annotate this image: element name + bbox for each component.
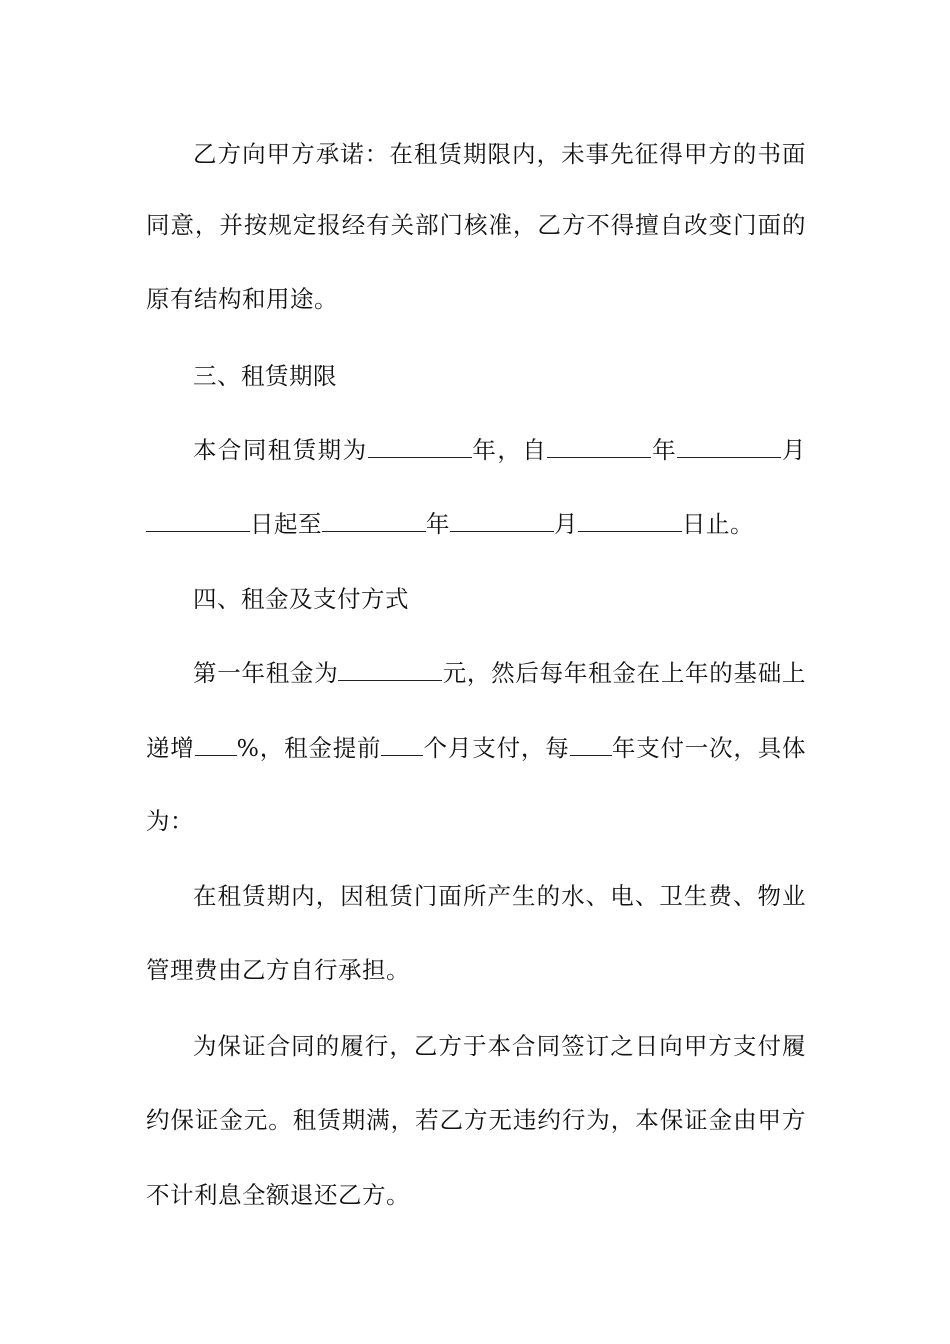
fill-blank: [195, 733, 237, 756]
fill-blank: [547, 435, 651, 458]
text-segment: 年: [651, 436, 678, 464]
fill-blank: [338, 658, 442, 681]
text-segment: 日起至: [250, 510, 322, 538]
fill-blank: [381, 733, 423, 756]
text-segment: 本合同租赁期为: [193, 436, 368, 464]
text-segment: 个月支付，每: [423, 734, 570, 762]
fill-blank: [146, 509, 250, 532]
text-segment: 元，然后每年租金在上年的基础上: [442, 659, 807, 687]
section-heading-rent: 四、租金及支付方式: [193, 585, 409, 613]
fill-blank: [570, 733, 612, 756]
text-segment: 第一年租金为: [193, 659, 339, 687]
text-segment: 月: [781, 436, 807, 464]
section-heading-term: 三、租赁期限: [193, 362, 337, 390]
paragraph-line: 同意，并按规定报经有关部门核准，乙方不得擅自改变门面的: [146, 211, 806, 239]
paragraph-line: 约保证金元。租赁期满，若乙方无违约行为，本保证金由甲方: [146, 1106, 806, 1134]
text-segment: 年，自: [471, 436, 548, 464]
fill-blank: [578, 509, 682, 532]
term-line: [193, 435, 806, 465]
fill-blank: [450, 509, 554, 532]
rent-line: [146, 733, 806, 763]
paragraph-line: 不计利息全额退还乙方。: [146, 1181, 410, 1209]
fill-blank: [322, 509, 426, 532]
rent-line: [193, 658, 806, 688]
text-segment: 年支付一次，具体: [611, 734, 807, 762]
term-line: [146, 509, 806, 539]
text-segment: 月: [554, 510, 578, 538]
text-segment: %，租金提前: [236, 734, 382, 762]
paragraph-line: 为保证合同的履行，乙方于本合同签订之日向甲方支付履: [193, 1032, 806, 1060]
paragraph-line: 乙方向甲方承诺：在租赁期限内，未事先征得甲方的书面: [193, 140, 806, 168]
text-segment: 年: [426, 510, 450, 538]
fill-blank: [677, 435, 781, 458]
paragraph-line: 原有结构和用途。: [146, 285, 338, 313]
text-segment: 日止。: [682, 510, 754, 538]
paragraph-line: 在租赁期内，因租赁门面所产生的水、电、卫生费、物业: [193, 882, 806, 910]
paragraph-line: 管理费由乙方自行承担。: [146, 956, 410, 984]
text-segment: 递增: [146, 734, 195, 762]
paragraph-line: 为：: [146, 807, 194, 835]
fill-blank: [368, 435, 472, 458]
